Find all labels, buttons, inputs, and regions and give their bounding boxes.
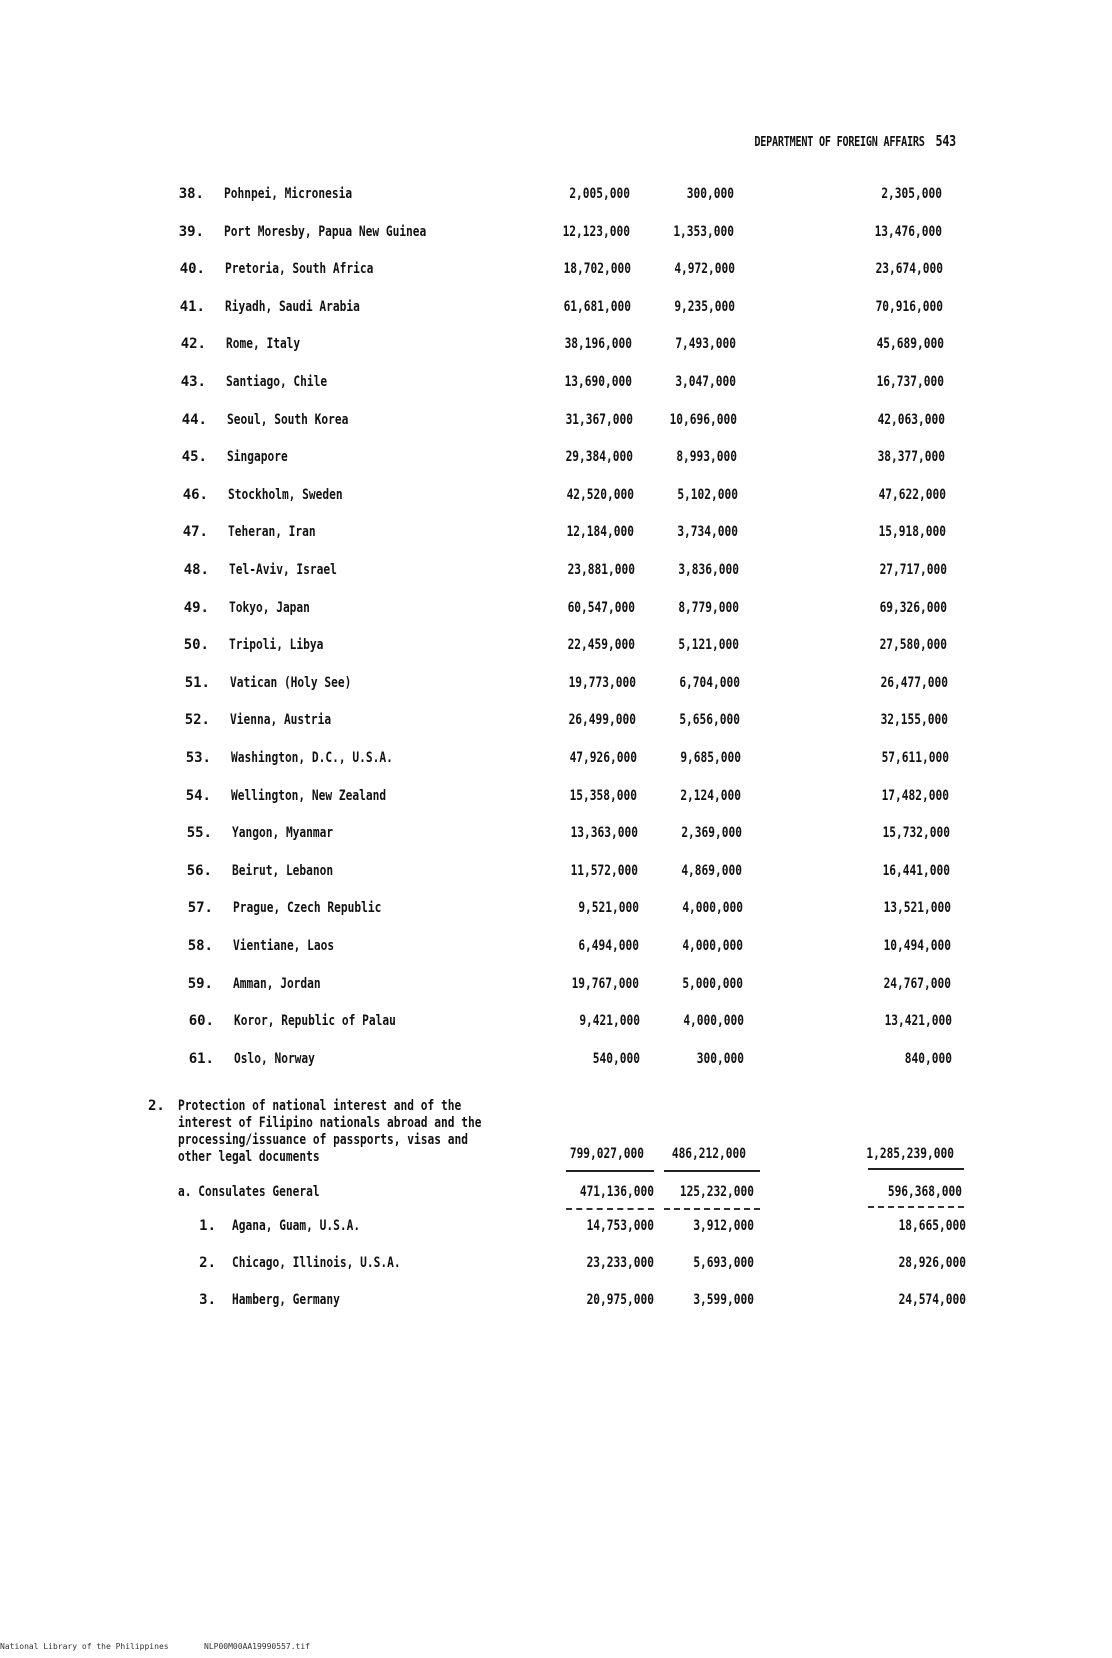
table-row (0, 938, 1112, 960)
row-value-1: 19,767,000 (571, 975, 639, 992)
row-value-1: 6,494,000 (578, 938, 639, 954)
table-row (0, 1013, 1112, 1035)
row-number: 56. (186, 862, 212, 879)
row-value-1: 29,384,000 (565, 449, 633, 466)
row-number: 57. (187, 900, 213, 917)
row-value-1: 2,005,000 (569, 186, 630, 202)
table-row (0, 1051, 1112, 1073)
row-value-2: 4,000,000 (682, 938, 743, 954)
row-value-1: 60,547,000 (567, 599, 635, 616)
underline-rule (868, 1168, 964, 1170)
row-name: Teheran, Iran (228, 524, 316, 541)
row-value-1: 15,358,000 (569, 787, 637, 804)
row-value-1: 61,681,000 (563, 298, 631, 315)
row-value-1: 20,975,000 (586, 1292, 654, 1308)
row-value-1: 18,702,000 (563, 261, 631, 278)
row-value-2: 9,685,000 (680, 750, 741, 766)
table-row (0, 261, 1112, 283)
row-value-1: 12,184,000 (566, 524, 634, 541)
row-total: 47,622,000 (878, 486, 946, 503)
row-value-2: 4,000,000 (682, 900, 743, 917)
table-row (0, 224, 1112, 246)
row-value-2: 2,369,000 (681, 825, 742, 842)
row-number: 48. (183, 562, 209, 578)
row-value-1: 42,520,000 (566, 486, 634, 503)
row-number: 2. (199, 1255, 216, 1271)
table-row (0, 712, 1112, 734)
row-number: 55. (186, 825, 212, 842)
row-value-2: 5,000,000 (682, 975, 743, 992)
table-row (0, 449, 1112, 471)
section-line: interest of Filipino nationals abroad and the (178, 1115, 482, 1131)
row-total: 24,767,000 (883, 975, 951, 992)
row-total: 42,063,000 (877, 411, 945, 428)
row-value-2: 6,704,000 (679, 674, 740, 691)
row-number: 50. (183, 637, 209, 654)
row-number: 60. (188, 1013, 214, 1030)
row-number: 40. (179, 261, 205, 278)
table-row (0, 299, 1112, 321)
row-name: Santiago, Chile (226, 374, 328, 390)
row-total: 15,918,000 (878, 524, 946, 541)
row-number: 47. (182, 524, 208, 541)
row-name: Port Moresby, Papua New Guinea (224, 223, 427, 240)
consulates-v2: 125,232,000 (679, 1184, 754, 1200)
table-row (0, 487, 1112, 509)
table-row (0, 1292, 1112, 1314)
row-value-2: 300,000 (696, 1050, 744, 1067)
row-number: 46. (182, 486, 208, 503)
row-number: 54. (185, 787, 211, 804)
row-name: Singapore (227, 449, 288, 466)
row-number: 41. (179, 298, 205, 315)
footer-file: NLP00M00AA19990557.tif (204, 1642, 310, 1651)
row-name: Seoul, South Korea (227, 411, 349, 428)
row-value-2: 4,869,000 (681, 862, 742, 879)
row-value-1: 12,123,000 (562, 223, 630, 240)
row-name: Tripoli, Libya (229, 637, 324, 654)
row-name: Pohnpei, Micronesia (224, 186, 353, 202)
page-number: 543 (935, 132, 956, 150)
row-value-2: 1,353,000 (673, 223, 734, 240)
row-value-2: 5,693,000 (693, 1255, 754, 1271)
table-row (0, 675, 1112, 697)
row-name: Stockholm, Sweden (228, 486, 343, 503)
row-number: 53. (185, 750, 211, 766)
row-total: 45,689,000 (876, 336, 944, 353)
row-value-2: 4,000,000 (683, 1013, 744, 1030)
row-total: 16,441,000 (882, 862, 950, 879)
row-total: 18,665,000 (898, 1218, 966, 1234)
row-value-2: 300,000 (686, 186, 734, 202)
section-line: processing/issuance of passports, visas and (178, 1132, 468, 1148)
underline-rule (664, 1208, 760, 1210)
row-total: 26,477,000 (880, 674, 948, 691)
row-name: Yangon, Myanmar (232, 825, 334, 842)
row-total: 70,916,000 (875, 298, 943, 315)
row-value-1: 14,753,000 (586, 1218, 654, 1234)
row-total: 38,377,000 (877, 449, 945, 466)
row-total: 27,580,000 (879, 637, 947, 654)
row-number: 61. (188, 1050, 214, 1067)
consulates-label: a. Consulates General (178, 1184, 320, 1200)
row-number: 43. (180, 374, 206, 390)
table-row (0, 1218, 1112, 1240)
row-total: 2,305,000 (881, 186, 942, 202)
table-row (0, 788, 1112, 810)
row-name: Amman, Jordan (233, 975, 321, 992)
row-name: Oslo, Norway (234, 1050, 315, 1067)
row-value-2: 10,696,000 (669, 411, 737, 428)
table-row (0, 336, 1112, 358)
consulates-row (0, 1184, 1112, 1206)
row-value-2: 3,599,000 (693, 1292, 754, 1308)
row-name: Riyadh, Saudi Arabia (225, 298, 360, 315)
table-row (0, 637, 1112, 659)
section-total: 1,285,239,000 (866, 1146, 954, 1162)
row-value-1: 11,572,000 (570, 862, 638, 879)
row-number: 49. (183, 599, 209, 616)
table-row (0, 412, 1112, 434)
underline-rule (664, 1170, 760, 1172)
row-value-2: 5,121,000 (678, 637, 739, 654)
row-total: 13,476,000 (874, 223, 942, 240)
table-row (0, 562, 1112, 584)
section-number: 2. (148, 1098, 165, 1114)
row-number: 51. (184, 674, 210, 691)
row-total: 15,732,000 (882, 825, 950, 842)
header-title: DEPARTMENT OF FOREIGN AFFAIRS (754, 135, 925, 150)
table-row (0, 374, 1112, 396)
consulates-total: 596,368,000 (887, 1184, 962, 1200)
row-name: Koror, Republic of Palau (234, 1013, 396, 1030)
row-total: 13,521,000 (883, 900, 951, 917)
row-value-1: 23,881,000 (567, 562, 635, 578)
table-row (0, 186, 1112, 208)
row-number: 58. (187, 938, 213, 954)
table-row (0, 863, 1112, 885)
row-value-2: 3,912,000 (693, 1218, 754, 1234)
row-value-1: 9,521,000 (578, 900, 639, 917)
underline-rule (868, 1206, 964, 1208)
row-value-2: 5,102,000 (677, 486, 738, 503)
row-value-1: 13,690,000 (564, 374, 632, 390)
table-row (0, 750, 1112, 772)
table-row (0, 976, 1112, 998)
row-total: 32,155,000 (880, 712, 948, 729)
row-value-2: 3,734,000 (677, 524, 738, 541)
table-row (0, 524, 1112, 546)
row-value-2: 7,493,000 (675, 336, 736, 353)
table-row (0, 1255, 1112, 1277)
table-row (0, 600, 1112, 622)
row-number: 45. (181, 449, 207, 466)
row-total: 10,494,000 (883, 938, 951, 954)
footer-library: National Library of the Philippines (0, 1642, 169, 1651)
row-value-2: 4,972,000 (674, 261, 735, 278)
consulates-v1: 471,136,000 (579, 1184, 654, 1200)
row-total: 16,737,000 (876, 374, 944, 390)
row-number: 42. (180, 336, 206, 353)
row-total: 69,326,000 (879, 599, 947, 616)
row-value-2: 2,124,000 (680, 787, 741, 804)
row-name: Tokyo, Japan (229, 599, 310, 616)
row-total: 57,611,000 (881, 750, 949, 766)
row-number: 39. (178, 223, 204, 240)
section-v2: 486,212,000 (671, 1146, 746, 1162)
row-value-1: 22,459,000 (567, 637, 635, 654)
row-value-2: 5,656,000 (679, 712, 740, 729)
row-name: Hamberg, Germany (232, 1292, 340, 1308)
row-name: Vienna, Austria (230, 712, 332, 729)
row-value-2: 8,993,000 (676, 449, 737, 466)
table-row (0, 900, 1112, 922)
row-value-1: 47,926,000 (569, 750, 637, 766)
row-total: 24,574,000 (898, 1292, 966, 1308)
page-header (678, 132, 956, 150)
row-value-1: 23,233,000 (586, 1255, 654, 1271)
row-value-1: 540,000 (592, 1050, 640, 1067)
row-number: 1. (199, 1218, 216, 1234)
row-total: 840,000 (904, 1050, 952, 1067)
row-name: Agana, Guam, U.S.A. (232, 1218, 361, 1234)
row-total: 28,926,000 (898, 1255, 966, 1271)
row-number: 52. (184, 712, 210, 729)
row-name: Rome, Italy (226, 336, 301, 353)
row-value-1: 31,367,000 (565, 411, 633, 428)
row-value-1: 26,499,000 (568, 712, 636, 729)
row-name: Vatican (Holy See) (230, 674, 352, 691)
row-name: Vientiane, Laos (233, 938, 335, 954)
row-total: 27,717,000 (879, 562, 947, 578)
row-total: 17,482,000 (881, 787, 949, 804)
row-name: Wellington, New Zealand (231, 787, 387, 804)
row-name: Washington, D.C., U.S.A. (231, 750, 393, 766)
section-totals-row (0, 1146, 1112, 1168)
row-value-2: 3,047,000 (675, 374, 736, 390)
row-number: 38. (178, 186, 204, 202)
row-name: Beirut, Lebanon (232, 862, 334, 879)
section-line: other legal documents (178, 1149, 320, 1165)
row-value-2: 3,836,000 (678, 562, 739, 578)
row-value-1: 9,421,000 (579, 1013, 640, 1030)
underline-rule (566, 1170, 654, 1172)
row-total: 13,421,000 (884, 1013, 952, 1030)
row-value-1: 38,196,000 (564, 336, 632, 353)
row-name: Chicago, Illinois, U.S.A. (232, 1255, 401, 1271)
row-number: 3. (199, 1292, 216, 1308)
row-number: 44. (181, 411, 207, 428)
row-name: Pretoria, South Africa (225, 261, 374, 278)
row-name: Tel-Aviv, Israel (229, 562, 337, 578)
row-value-1: 13,363,000 (570, 825, 638, 842)
row-value-2: 8,779,000 (678, 599, 739, 616)
table-row (0, 825, 1112, 847)
underline-rule (566, 1208, 654, 1210)
row-value-1: 19,773,000 (568, 674, 636, 691)
section-line: Protection of national interest and of the (178, 1098, 462, 1114)
row-name: Prague, Czech Republic (233, 900, 382, 917)
row-value-2: 9,235,000 (674, 298, 735, 315)
row-number: 59. (187, 975, 213, 992)
row-total: 23,674,000 (875, 261, 943, 278)
section-v1: 799,027,000 (569, 1146, 644, 1162)
